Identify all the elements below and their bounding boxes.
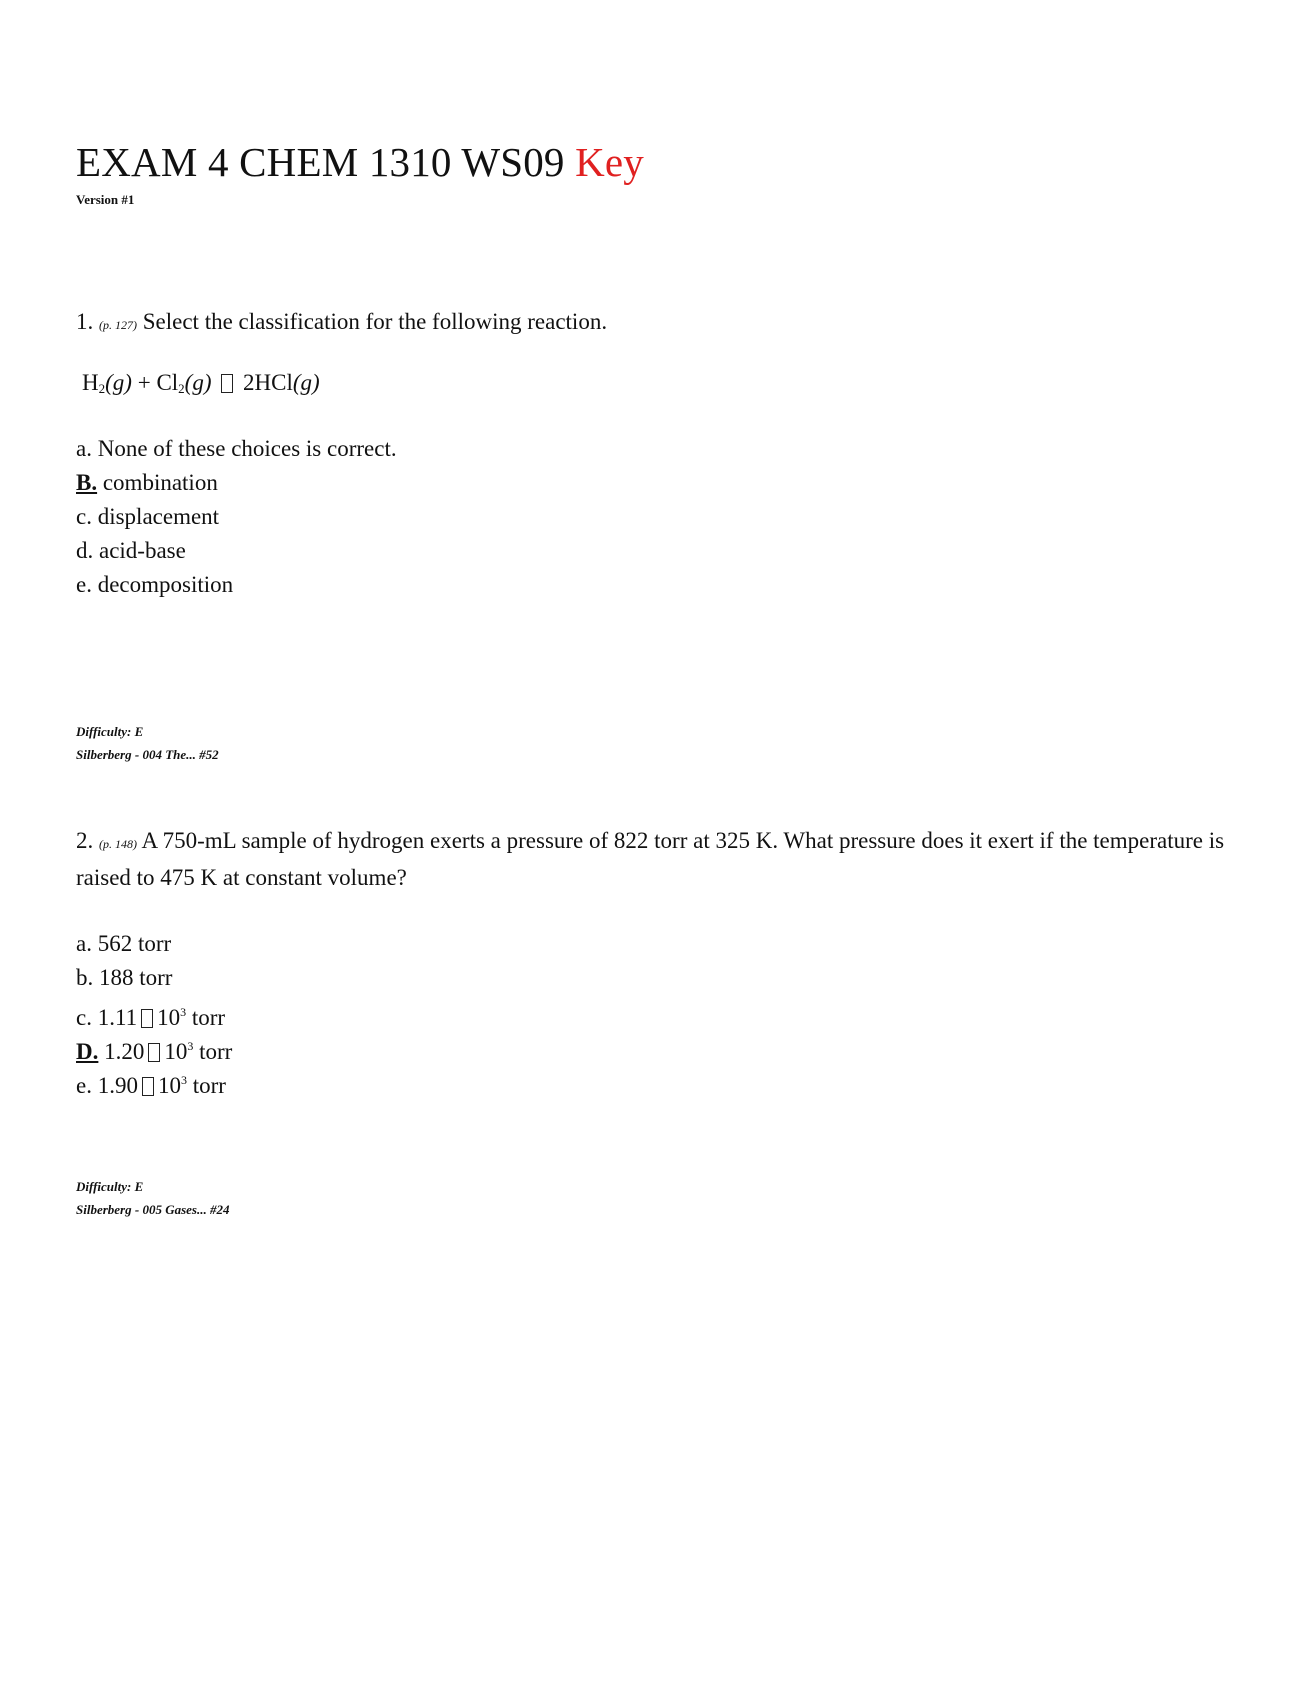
page-title: [76, 138, 644, 186]
reactant-1: H: [82, 370, 99, 395]
product: 2HCl: [243, 370, 293, 395]
choice-mantissa: 1.90: [97, 1073, 138, 1098]
choice-unit: torr: [199, 1039, 233, 1064]
missing-glyph-icon: [221, 374, 233, 393]
question-2-stem: [76, 824, 1226, 895]
question-1-meta: [76, 720, 219, 766]
choice-unit: torr: [192, 1073, 226, 1098]
answer-choice: [76, 995, 232, 1029]
answer-choice-correct: [76, 1029, 232, 1063]
reactant-1-state: (g): [105, 370, 132, 395]
choice-letter: B.: [76, 470, 98, 495]
choice-text: 188 torr: [99, 965, 173, 990]
product-state: (g): [292, 370, 320, 395]
choice-mantissa: 1.11: [97, 1005, 138, 1030]
choice-exponent: 3: [180, 1005, 187, 1019]
choice-base: 10: [164, 1039, 188, 1064]
reactant-2-state: (g): [184, 370, 212, 395]
choice-letter: b.: [76, 965, 94, 990]
choice-text: displacement: [97, 504, 220, 529]
page-reference: (p. 148): [99, 837, 137, 851]
title-key-label: Key: [575, 139, 645, 185]
reactant-2-subscript: 2: [178, 381, 185, 396]
question-2-meta: [76, 1175, 229, 1221]
answer-choice: [76, 927, 232, 961]
choice-letter: D.: [76, 1039, 99, 1064]
missing-glyph-icon: [141, 1009, 153, 1028]
reactant-1-subscript: 2: [98, 381, 106, 396]
answer-choice: [76, 1063, 232, 1097]
choice-letter: a.: [76, 436, 92, 461]
question-2-choices: [76, 927, 232, 1097]
choice-mantissa: 1.20: [104, 1039, 145, 1064]
choice-letter: a.: [76, 931, 92, 956]
choice-letter: e.: [76, 1073, 92, 1098]
difficulty-label: Difficulty: E: [76, 724, 144, 739]
answer-choice: [76, 961, 232, 995]
reaction-equation: [82, 370, 320, 397]
choice-text: decomposition: [97, 572, 234, 597]
question-number: 2.: [76, 828, 94, 853]
answer-choice-correct: [76, 466, 397, 500]
source-label: Silberberg - 004 The... #52: [76, 747, 219, 762]
title-main: EXAM 4 CHEM 1310 WS09: [76, 139, 565, 185]
source-label: Silberberg - 005 Gases... #24: [76, 1202, 230, 1217]
choice-text: 562 torr: [97, 931, 172, 956]
choice-letter: c.: [76, 1005, 92, 1030]
answer-choice: [76, 534, 397, 568]
question-text: A 750-mL sample of hydrogen exerts a pressure of 822 torr at 325 K. What pressure does it exert if the temperature is raised to 475 K at constant volume?: [76, 828, 1225, 890]
choice-base: 10: [157, 1005, 181, 1030]
question-text: Select the classification for the following reaction.: [142, 309, 608, 334]
missing-glyph-icon: [142, 1077, 154, 1096]
question-1-choices: [76, 432, 397, 602]
version-label: Version #1: [76, 192, 135, 207]
choice-text: None of these choices is correct.: [97, 436, 397, 461]
choice-letter: c.: [76, 504, 92, 529]
plus-sign: +: [137, 370, 151, 395]
choice-text: combination: [102, 470, 218, 495]
choice-unit: torr: [191, 1005, 226, 1030]
reactant-2: Cl: [156, 370, 179, 395]
question-1-stem: [76, 305, 1226, 342]
page-reference: (p. 127): [99, 318, 137, 332]
choice-letter: e.: [76, 572, 92, 597]
choice-letter: d.: [76, 538, 94, 563]
choice-text: acid-base: [99, 538, 186, 563]
answer-choice: [76, 432, 397, 466]
choice-exponent: 3: [180, 1073, 187, 1087]
question-number: 1.: [76, 309, 94, 334]
missing-glyph-icon: [148, 1043, 160, 1062]
difficulty-label: Difficulty: E: [76, 1179, 144, 1194]
answer-choice: [76, 568, 397, 602]
choice-base: 10: [157, 1073, 181, 1098]
choice-exponent: 3: [187, 1039, 194, 1053]
answer-choice: [76, 500, 397, 534]
